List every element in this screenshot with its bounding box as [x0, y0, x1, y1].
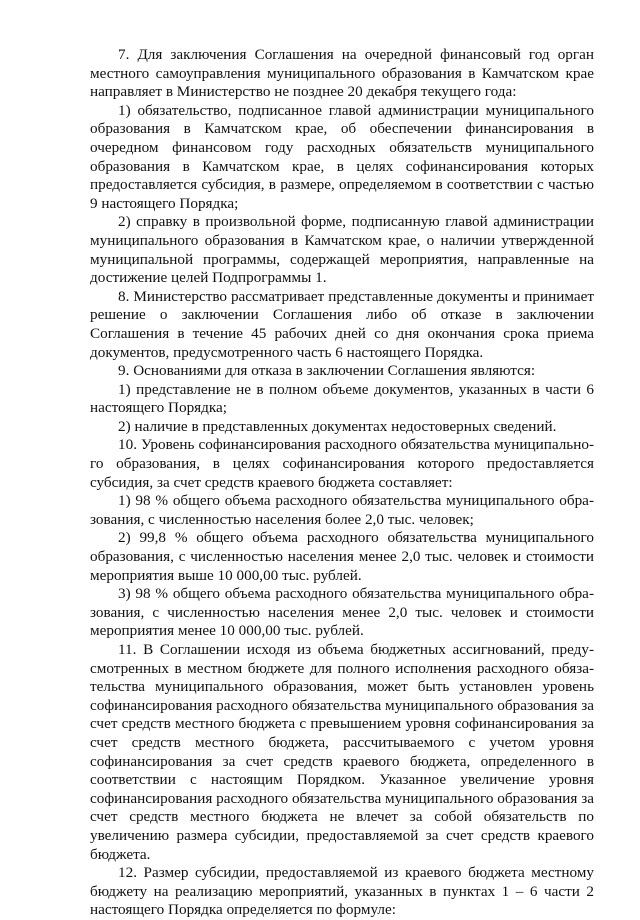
- paragraph-10-item-1: 1) 98 % общего объема расходного обязательства муниципального образования, с численностью населения более 2,0 тыс. человек;: [90, 492, 594, 528]
- paragraph-10-item-2: 2) 99,8 % общего объема расходного обязательства муниципального образования, с численностью населения менее 2,0 тыс. человек и стоимости мероприятия выше 10 000,00 тыс. рублей.: [90, 529, 594, 584]
- paragraph-11: 11. В Соглашении исходя из объема бюджетных ассигнований, предусмотренных в местном бюджете для полного исполнения расходного обязательства муниципального образования, может быть установлен уровень софинансирования расходного обязательства муниципального образования за счет средств местного бюджета с превышением уровня софинансирования за счет средств местного бюджета, рассчитываемого с учетом уровня софинансирования за счет средств краевого бюджета, определенного в соответствии с настоящим Порядком. Указанное увеличение уровня софинансирования расходного обязательства муниципального образования за счет средств местного бюджета не влечет за собой обязательств по увеличению размера субсидии, предоставляемой за счет средств краевого бюджета.: [90, 641, 594, 863]
- paragraph-9: 9. Основаниями для отказа в заключении Соглашения являются:: [118, 362, 536, 380]
- document-body: [90, 46, 594, 920]
- paragraph-7-item-1: 1) обязательство, подписанное главой администрации муниципального образования в Камчатском крае, об обеспечении финансирования в очередном финансовом году расходных обязательств муниципального образования в Камчатском крае, в целях софинансирования которых предоставляется субсидия, в размере, определяемом в соответствии с частью 9 настоящего Порядка;: [90, 101, 594, 212]
- paragraph-10-item-3: 3) 98 % общего объема расходного обязательства муниципального образования, с численностью населения менее 2,0 тыс. человек и стоимости мероприятия менее 10 000,00 тыс. рублей.: [90, 585, 594, 640]
- paragraph-9-item-1: 1) представление не в полном объеме документов, указанных в части 6 настоящего Порядка;: [90, 380, 594, 417]
- paragraph-9-item-2: 2) наличие в представленных документах недостоверных сведений.: [118, 417, 557, 435]
- paragraph-8: 8. Министерство рассматривает представленные документы и принимает решение о заключении Соглашения либо об отказе в заключении Соглашения в течение 45 рабочих дней со дня окончания срока приема документов, предусмотренного часть 6 настоящего Порядка.: [90, 287, 594, 361]
- paragraph-7: 7. Для заключения Соглашения на очередной финансовый год орган местного самоуправления муниципального образования в Камчатском крае направляет в Министерство не позднее 20 декабря текущего года:: [90, 46, 594, 101]
- paragraph-7-item-2: 2) справку в произвольной форме, подписанную главой администрации муниципального образования в Камчатском крае, о наличии утвержденной муниципальной программы, содержащей мероприятия, направленные на достижение целей Подпрограммы 1.: [90, 213, 594, 287]
- paragraph-12: 12. Размер субсидии, предоставляемой из краевого бюджета местному бюджету на реализацию мероприятий, указанных в пунктах 1 – 6 части 2 настоящего Порядка определяется по формуле:: [90, 864, 594, 919]
- paragraph-10: 10. Уровень софинансирования расходного обязательства муниципального образования, в целях софинансирования которого предоставляется субсидия, за счет средств краевого бюджета составляет:: [90, 436, 594, 491]
